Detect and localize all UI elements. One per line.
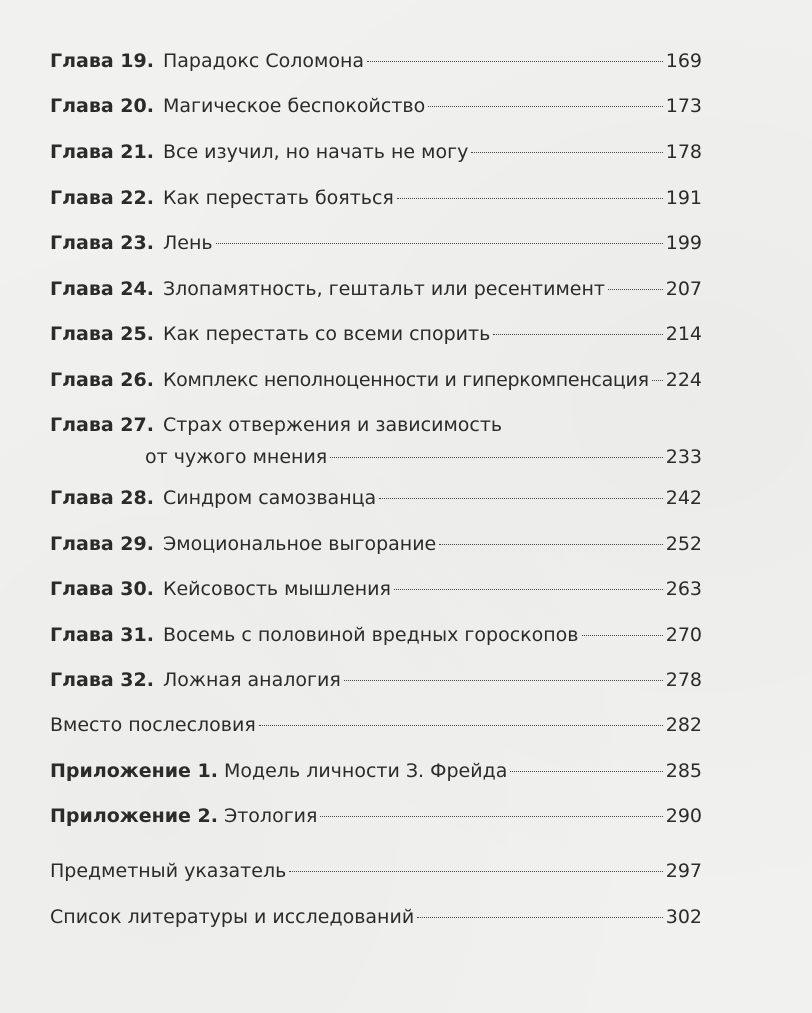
chapter-title: Эмоциональное выгорание — [162, 533, 437, 555]
chapter-label: Глава 24. — [50, 278, 154, 300]
dot-leader — [320, 816, 662, 817]
chapter-title: Все изучил, но начать не могу — [162, 141, 469, 163]
chapter-title: Комплекс неполноценности и гиперкомпенсация — [162, 369, 649, 391]
dot-leader — [289, 871, 662, 872]
chapter-title: Восемь с половиной вредных гороскопов — [162, 624, 579, 646]
page-number: 233 — [665, 446, 702, 468]
dot-leader — [510, 771, 662, 772]
chapter-label: Глава 26. — [50, 369, 154, 391]
chapter-label: Глава 23. — [50, 232, 154, 254]
chapter-title: Кейсовость мышления — [162, 578, 391, 600]
chapter-title: Синдром самозванца — [162, 487, 377, 509]
toc-entry-chapter-19 — [50, 47, 702, 75]
toc-entry-chapter-24 — [50, 275, 702, 303]
chapter-label: Глава 31. — [50, 624, 154, 646]
chapter-label: Глава 32. — [50, 669, 154, 691]
dot-leader — [216, 243, 663, 244]
toc-entry-chapter-28 — [50, 484, 702, 512]
chapter-label: Глава 29. — [50, 533, 154, 555]
appendix-title: Модель личности З. Фрейда — [223, 760, 508, 782]
page-number: 297 — [665, 860, 702, 882]
chapter-title: Как перестать бояться — [162, 187, 394, 209]
dot-leader — [259, 725, 663, 726]
dot-leader — [608, 289, 663, 290]
toc-entry-appendix-2 — [50, 802, 702, 830]
page-number: 178 — [665, 141, 702, 163]
chapter-label: Глава 19. — [50, 50, 154, 72]
section-title: Список литературы и исследований — [50, 906, 415, 928]
toc-entry-chapter-32 — [50, 666, 702, 694]
dot-leader — [582, 635, 663, 636]
toc-entry-afterword — [50, 711, 702, 739]
toc-entry-chapter-27 — [50, 411, 702, 471]
dot-leader — [652, 380, 663, 381]
dot-leader — [394, 589, 663, 590]
chapter-label: Глава 27. — [50, 414, 154, 436]
toc-entry-chapter-31 — [50, 621, 702, 649]
page-number: 207 — [665, 278, 702, 300]
chapter-title-line-1: Страх отвержения и зависимость — [162, 414, 503, 436]
toc-entry-chapter-29 — [50, 530, 702, 558]
page-number: 173 — [665, 95, 702, 117]
chapter-title: Лень — [162, 232, 213, 254]
toc-entry-chapter-30 — [50, 575, 702, 603]
dot-leader — [379, 498, 663, 499]
page-number: 302 — [665, 906, 702, 928]
dot-leader — [471, 152, 662, 153]
page-number: 242 — [665, 487, 702, 509]
page-number: 224 — [665, 369, 702, 391]
chapter-label: Глава 22. — [50, 187, 154, 209]
section-title: Вместо послесловия — [50, 714, 256, 736]
chapter-label: Глава 28. — [50, 487, 154, 509]
page-number: 278 — [665, 669, 702, 691]
appendix-label: Приложение 1. — [50, 760, 218, 782]
appendix-title: Этология — [223, 805, 318, 827]
chapter-title-line-2: от чужого мнения — [145, 446, 328, 468]
page-number: 214 — [665, 323, 702, 345]
toc-entry-chapter-25 — [50, 320, 702, 348]
page-number: 290 — [665, 805, 702, 827]
dot-leader — [344, 680, 663, 681]
chapter-title: Парадокс Соломона — [162, 50, 365, 72]
appendix-label: Приложение 2. — [50, 805, 218, 827]
page-number: 169 — [665, 50, 702, 72]
chapter-title: Злопамятность, гештальт или ресентимент — [162, 278, 605, 300]
dot-leader — [367, 61, 663, 62]
toc-entry-appendix-1 — [50, 757, 702, 785]
dot-leader — [330, 457, 662, 458]
page-number: 199 — [665, 232, 702, 254]
dot-leader — [439, 544, 662, 545]
toc-entry-bibliography — [50, 903, 702, 931]
chapter-title: Как перестать со всеми спорить — [162, 323, 491, 345]
dot-leader — [428, 106, 663, 107]
toc-entry-chapter-26 — [50, 366, 702, 394]
toc-entry-chapter-20 — [50, 92, 702, 120]
page-number: 263 — [665, 578, 702, 600]
dot-leader — [493, 334, 662, 335]
page-number: 270 — [665, 624, 702, 646]
dot-leader — [417, 917, 663, 918]
chapter-label: Глава 30. — [50, 578, 154, 600]
toc-entry-chapter-21 — [50, 138, 702, 166]
chapter-title: Магическое беспокойство — [162, 95, 426, 117]
toc-entry-chapter-23 — [50, 229, 702, 257]
page-number: 252 — [665, 533, 702, 555]
section-title: Предметный указатель — [50, 860, 287, 882]
chapter-label: Глава 20. — [50, 95, 154, 117]
page-number: 191 — [665, 187, 702, 209]
toc-entry-chapter-22 — [50, 184, 702, 212]
toc-entry-subject-index — [50, 857, 702, 885]
chapter-title: Ложная аналогия — [162, 669, 341, 691]
page-number: 285 — [665, 760, 702, 782]
chapter-label: Глава 25. — [50, 323, 154, 345]
chapter-label: Глава 21. — [50, 141, 154, 163]
page-number: 282 — [665, 714, 702, 736]
dot-leader — [397, 198, 663, 199]
